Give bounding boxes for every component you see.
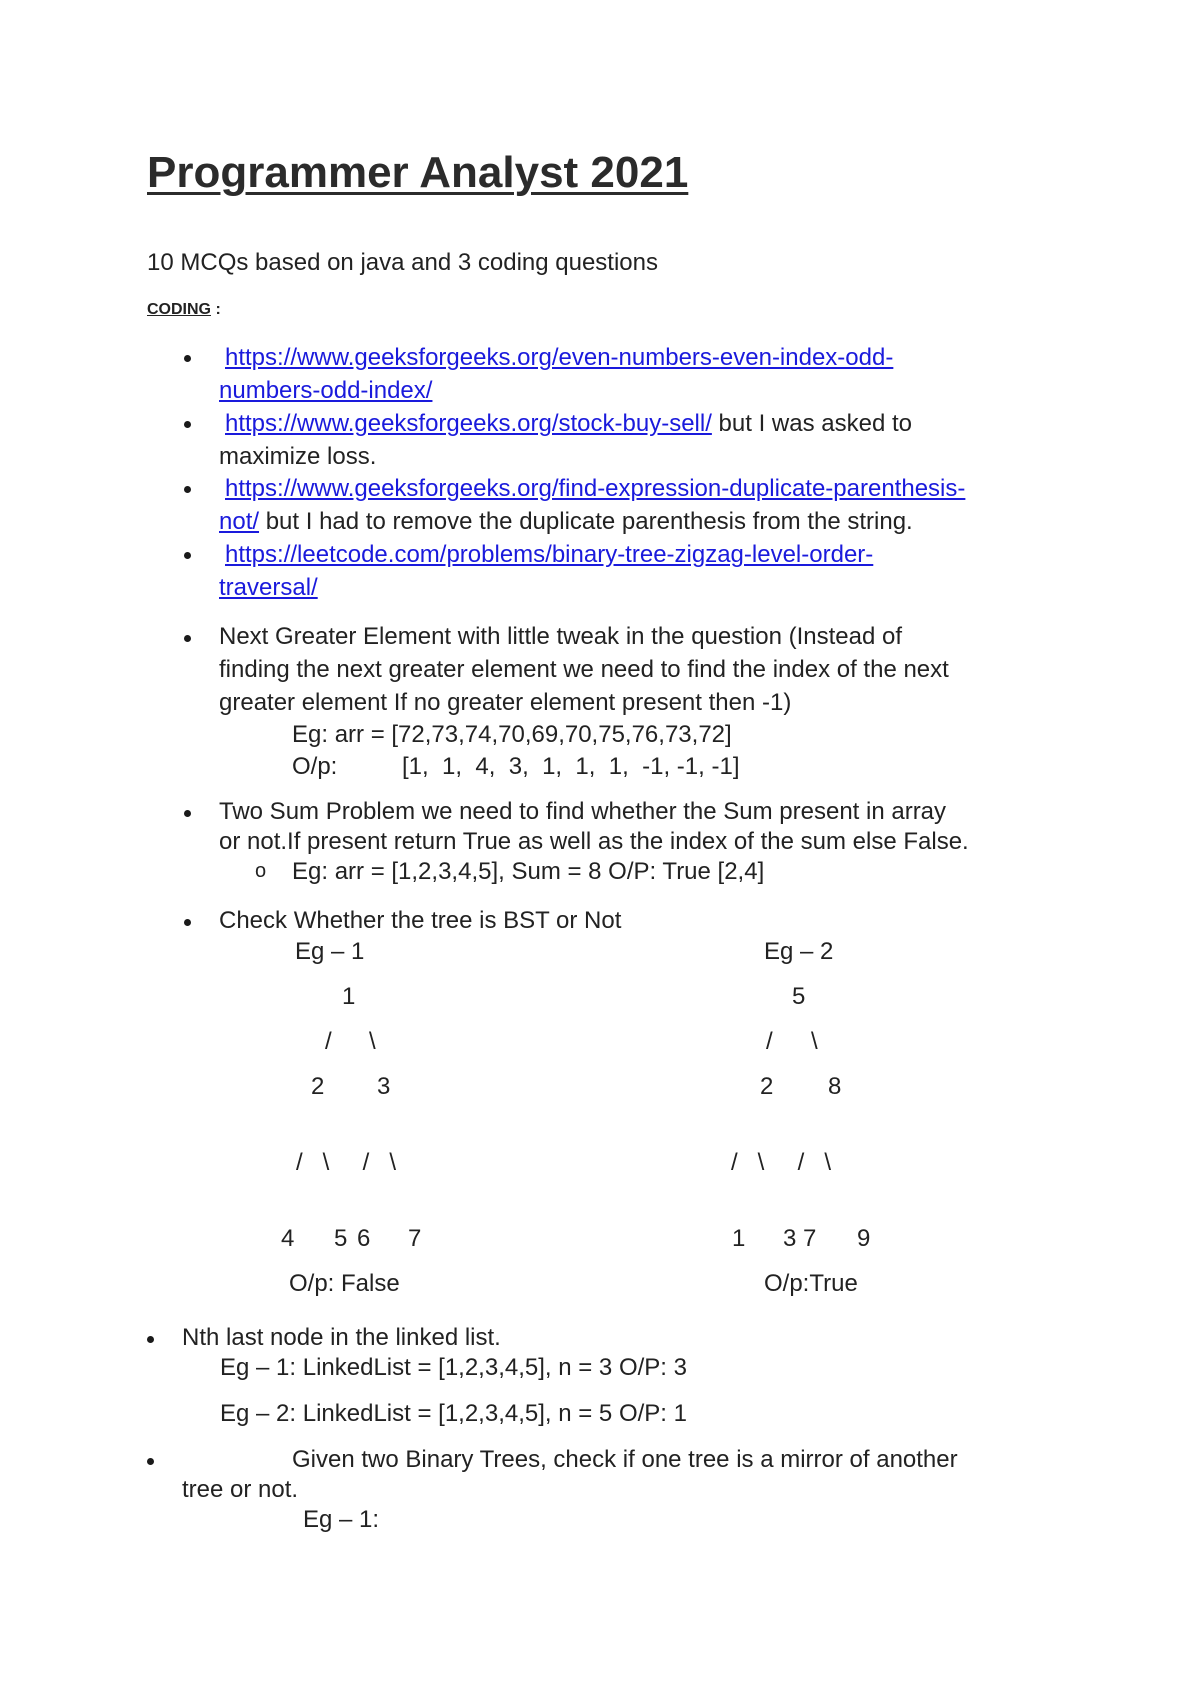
link-item-1-line2 xyxy=(219,377,432,405)
page-title: Programmer Analyst 2021 xyxy=(147,148,689,197)
link-item-3-line1 xyxy=(225,475,965,503)
link-item-2-line1 xyxy=(225,410,912,438)
link-duplicate-parenthesis-cont[interactable]: not/ xyxy=(219,508,260,535)
sub-bullet-icon: o xyxy=(255,860,267,882)
bullet-icon xyxy=(184,355,191,362)
nge-example: Eg: arr = [72,73,74,70,69,70,75,76,73,72] xyxy=(292,721,732,748)
link-zigzag-traversal-cont[interactable]: traversal/ xyxy=(219,574,318,601)
link-even-odd[interactable]: https://www.geeksforgeeks.org/even-numbers-even-index-odd- xyxy=(225,344,894,371)
link-item-3-note: but I had to remove the duplicate parenthesis from the string. xyxy=(259,508,913,535)
tree1-leaf-7: 7 xyxy=(408,1225,422,1252)
link-item-3-line2 xyxy=(219,508,913,536)
bullet-icon xyxy=(184,486,191,493)
tree2-leaf-9: 9 xyxy=(857,1225,871,1252)
tree1-label: Eg – 1 xyxy=(295,938,365,965)
link-item-2-line2: maximize loss. xyxy=(219,443,377,470)
tree2-node-8: 8 xyxy=(828,1073,842,1100)
link-even-odd-cont[interactable]: numbers-odd-index/ xyxy=(219,377,433,404)
bullet-icon xyxy=(184,635,191,642)
nge-line-2: finding the next greater element we need to find the index of the next xyxy=(219,656,949,683)
link-item-4-line1 xyxy=(225,541,873,569)
tree1-root: 1 xyxy=(342,983,356,1010)
nth-last-example-1: Eg – 1: LinkedList = [1,2,3,4,5], n = 3 O/P: 3 xyxy=(220,1354,687,1381)
coding-label: CODING xyxy=(147,301,211,318)
bullet-icon xyxy=(147,1458,154,1465)
nth-last-example-2: Eg – 2: LinkedList = [1,2,3,4,5], n = 5 O/P: 1 xyxy=(220,1400,687,1427)
tree1-output: O/p: False xyxy=(289,1270,400,1297)
mirror-example: Eg – 1: xyxy=(303,1506,380,1533)
tree2-edge-left: / xyxy=(766,1028,773,1055)
nge-output-label: O/p: xyxy=(292,753,338,780)
link-item-1-line1 xyxy=(225,344,893,372)
two-sum-example: Eg: arr = [1,2,3,4,5], Sum = 8 O/P: True [2,4] xyxy=(292,858,765,885)
tree1-edge-left: / xyxy=(325,1028,332,1055)
link-stock-buy-sell[interactable]: https://www.geeksforgeeks.org/stock-buy-sell/ xyxy=(225,410,712,437)
bst-heading: Check Whether the tree is BST or Not xyxy=(219,907,622,934)
tree1-edges-level2: / \ / \ xyxy=(296,1149,397,1176)
tree2-leaf-1: 1 xyxy=(732,1225,746,1252)
bullet-icon xyxy=(184,421,191,428)
link-zigzag-traversal[interactable]: https://leetcode.com/problems/binary-tree-zigzag-level-order- xyxy=(225,541,874,568)
coding-colon: : xyxy=(211,301,221,318)
bullet-icon xyxy=(184,919,191,926)
tree2-edges-level2: / \ / \ xyxy=(731,1149,832,1176)
two-sum-line-2: or not.If present return True as well as the index of the sum else False. xyxy=(219,828,969,855)
bullet-icon xyxy=(184,810,191,817)
two-sum-line-1: Two Sum Problem we need to find whether the Sum present in array xyxy=(219,798,947,825)
nge-line-3: greater element If no greater element present then -1) xyxy=(219,689,792,716)
mirror-line-1: Given two Binary Trees, check if one tree is a mirror of another xyxy=(292,1446,958,1473)
bullet-icon xyxy=(184,552,191,559)
link-item-2-note: but I was asked to xyxy=(711,410,912,437)
mirror-line-2: tree or not. xyxy=(182,1476,299,1503)
nge-output-value: [1, 1, 4, 3, 1, 1, 1, -1, -1, -1] xyxy=(402,753,740,780)
nge-line-1: Next Greater Element with little tweak in the question (Instead of xyxy=(219,623,903,650)
tree2-node-2: 2 xyxy=(760,1073,774,1100)
tree1-leaf-5: 5 xyxy=(334,1225,348,1252)
tree2-leaf-7: 7 xyxy=(803,1225,817,1252)
tree1-node-2: 2 xyxy=(311,1073,325,1100)
link-duplicate-parenthesis[interactable]: https://www.geeksforgeeks.org/find-expression-duplicate-parenthesis- xyxy=(225,475,966,502)
tree1-leaf-4: 4 xyxy=(281,1225,295,1252)
subtitle: 10 MCQs based on java and 3 coding questions xyxy=(147,249,658,276)
tree2-leaf-3: 3 xyxy=(783,1225,797,1252)
coding-heading xyxy=(147,301,221,319)
link-item-4-line2 xyxy=(219,574,318,602)
tree2-label: Eg – 2 xyxy=(764,938,834,965)
tree1-node-3: 3 xyxy=(377,1073,391,1100)
tree2-output: O/p:True xyxy=(764,1270,858,1297)
tree1-edge-right: \ xyxy=(369,1028,376,1055)
tree2-edge-right: \ xyxy=(811,1028,818,1055)
nth-last-heading: Nth last node in the linked list. xyxy=(182,1324,501,1351)
bullet-icon xyxy=(147,1336,154,1343)
tree1-leaf-6: 6 xyxy=(357,1225,371,1252)
tree2-root: 5 xyxy=(792,983,806,1010)
